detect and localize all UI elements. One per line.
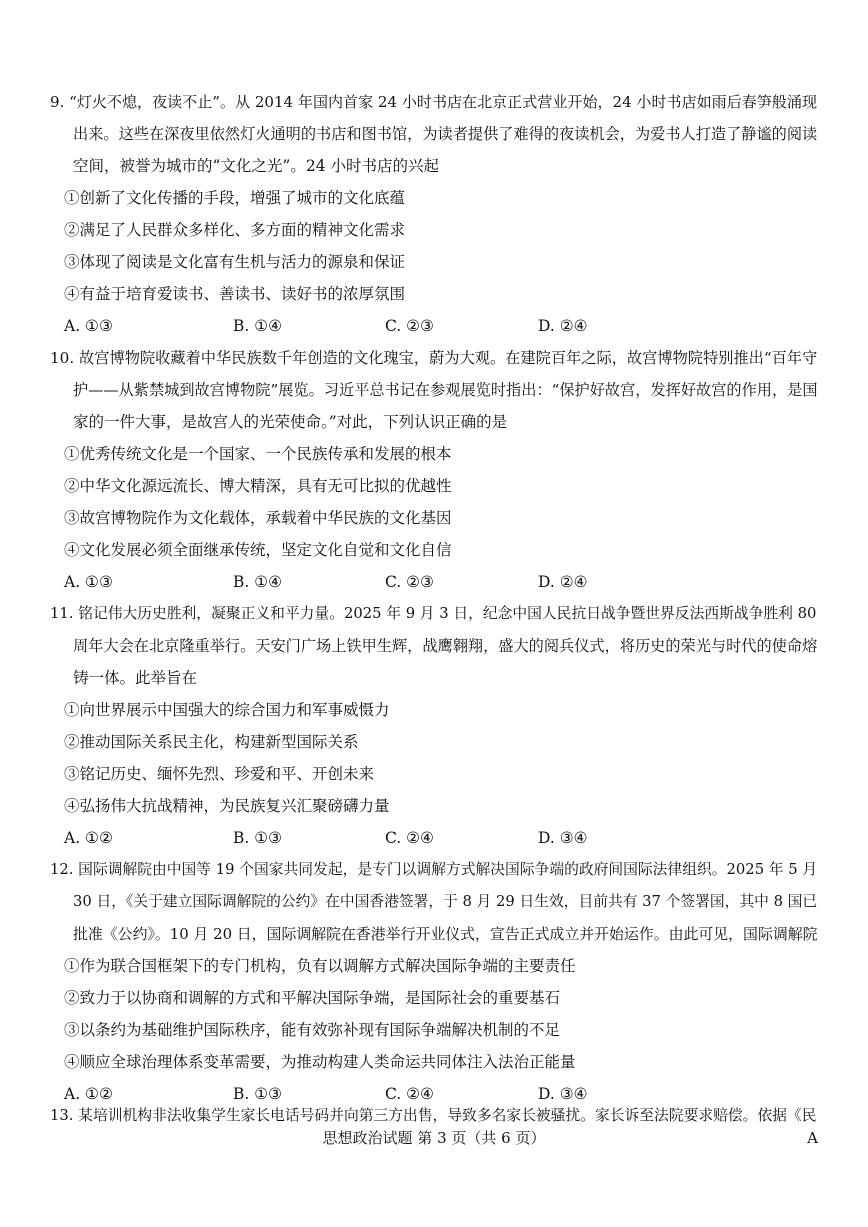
q12-stem-line-2: 30 日，《关于建立国际调解院的公约》在中国香港签署，于 8 月 29 日生效，目前共有 37 个签署国，其中 8 国已 [73, 893, 818, 910]
q10-choice-c[interactable]: C. ②③ [385, 573, 434, 591]
q9-choice-d[interactable]: D. ②④ [538, 317, 588, 335]
q10-item-4: ④文化发展必须全面继承传统，坚定文化自觉和文化自信 [64, 541, 452, 559]
q10-item-3: ③故宫博物院作为文化载体，承载着中华民族的文化基因 [64, 509, 452, 527]
q12-item-1: ①作为联合国框架下的专门机构，负有以调解方式解决国际争端的主要责任 [64, 957, 576, 975]
page-footer: 思想政治试题 第 3 页（共 6 页） [322, 1129, 546, 1147]
q12-choice-d[interactable]: D. ③④ [538, 1085, 588, 1103]
q11-choice-b[interactable]: B. ①③ [233, 829, 283, 847]
q11-item-2: ②推动国际关系民主化，构建新型国际关系 [64, 733, 359, 751]
q9-choice-b[interactable]: B. ①④ [233, 317, 283, 335]
q12-choice-c[interactable]: C. ②④ [385, 1085, 434, 1103]
q9-item-4: ④有益于培育爱读书、善读书、读好书的浓厚氛围 [64, 285, 406, 303]
q10-choice-a[interactable]: A. ①③ [64, 573, 113, 591]
q9-choice-a[interactable]: A. ①③ [64, 317, 113, 335]
q12-choice-a[interactable]: A. ①② [64, 1085, 113, 1103]
q9-stem-line-3: 空间，被誉为城市的“文化之光”。24 小时书店的兴起 [73, 157, 439, 175]
q12-stem-line-3: 批准《公约》。10 月 20 日，国际调解院在香港举行开业仪式，宣告正式成立并开始运作。由此可见，国际调解院 [73, 925, 818, 943]
q11-item-4: ④弘扬伟大抗战精神，为民族复兴汇聚磅礴力量 [64, 797, 390, 815]
q11-choice-d[interactable]: D. ③④ [538, 829, 588, 847]
q10-stem-line-2: 护——从紫禁城到故宫博物院”展览。习近平总书记在参观展览时指出：“保护好故宫，发挥好故宫的作用，是国 [73, 381, 818, 399]
q11-choice-c[interactable]: C. ②④ [385, 829, 434, 847]
q9-choice-c[interactable]: C. ②③ [385, 317, 434, 335]
q12-choice-b[interactable]: B. ①③ [233, 1085, 283, 1103]
q9-item-3: ③体现了阅读是文化富有生机与活力的源泉和保证 [64, 253, 406, 271]
q11-item-3: ③铭记历史、缅怀先烈、珍爱和平、开创未来 [64, 765, 375, 783]
q11-stem-line-1: 11. 铭记伟大历史胜利，凝聚正义和平力量。2025 年 9 月 3 日，纪念中国人民抗日战争暨世界反法西斯战争胜利 80 [50, 605, 817, 622]
q10-choice-b[interactable]: B. ①④ [233, 573, 283, 591]
q11-choice-a[interactable]: A. ①② [64, 829, 113, 847]
q10-choice-d[interactable]: D. ②④ [538, 573, 588, 591]
q13-stem-line-1: 13. 某培训机构非法收集学生家长电话号码并向第三方出售，导致多名家长被骚扰。家长诉至法院要求赔偿。依据《民 [50, 1107, 817, 1124]
q9-stem-line-2: 出来。这些在深夜里依然灯火通明的书店和图书馆，为读者提供了难得的夜读机会，为爱书人打造了静谧的阅读 [73, 125, 818, 143]
q11-item-1: ①向世界展示中国强大的综合国力和军事威慑力 [64, 701, 390, 719]
q12-item-4: ④顺应全球治理体系变革需要，为推动构建人类命运共同体注入法治正能量 [64, 1053, 576, 1071]
q11-stem-line-3: 铸一体。此举旨在 [73, 669, 198, 687]
q10-stem-line-3: 家的一件大事，是故宫人的光荣使命。”对此，下列认识正确的是 [73, 413, 508, 431]
q9-stem-line-1: 9. “灯火不熄，夜读不止”。从 2014 年国内首家 24 小时书店在北京正式营业开始，24 小时书店如雨后春笋般涌现 [50, 93, 817, 111]
q9-item-2: ②满足了人民群众多样化、多方面的精神文化需求 [64, 221, 406, 239]
q9-item-1: ①创新了文化传播的手段，增强了城市的文化底蕴 [64, 189, 406, 207]
q10-item-2: ②中华文化源远流长、博大精深，具有无可比拟的优越性 [64, 477, 452, 495]
q12-stem-line-1: 12. 国际调解院由中国等 19 个国家共同发起，是专门以调解方式解决国际争端的政府间国际法律组织。2025 年 5 月 [50, 861, 818, 878]
q10-stem-line-1: 10. 故宫博物院收藏着中华民族数千年创造的文化瑰宝，蔚为大观。在建院百年之际，故宫博物院特别推出“百年守 [50, 349, 818, 367]
q12-item-2: ②致力于以协商和调解的方式和平解决国际争端，是国际社会的重要基石 [64, 989, 561, 1007]
paper-version-label: A [807, 1129, 818, 1147]
q11-stem-line-2: 周年大会在北京隆重举行。天安门广场上铁甲生辉，战鹰翱翔，盛大的阅兵仪式，将历史的荣光与时代的使命熔 [73, 637, 818, 655]
q10-item-1: ①优秀传统文化是一个国家、一个民族传承和发展的根本 [64, 445, 452, 463]
q12-item-3: ③以条约为基础维护国际秩序，能有效弥补现有国际争端解决机制的不足 [64, 1021, 561, 1039]
